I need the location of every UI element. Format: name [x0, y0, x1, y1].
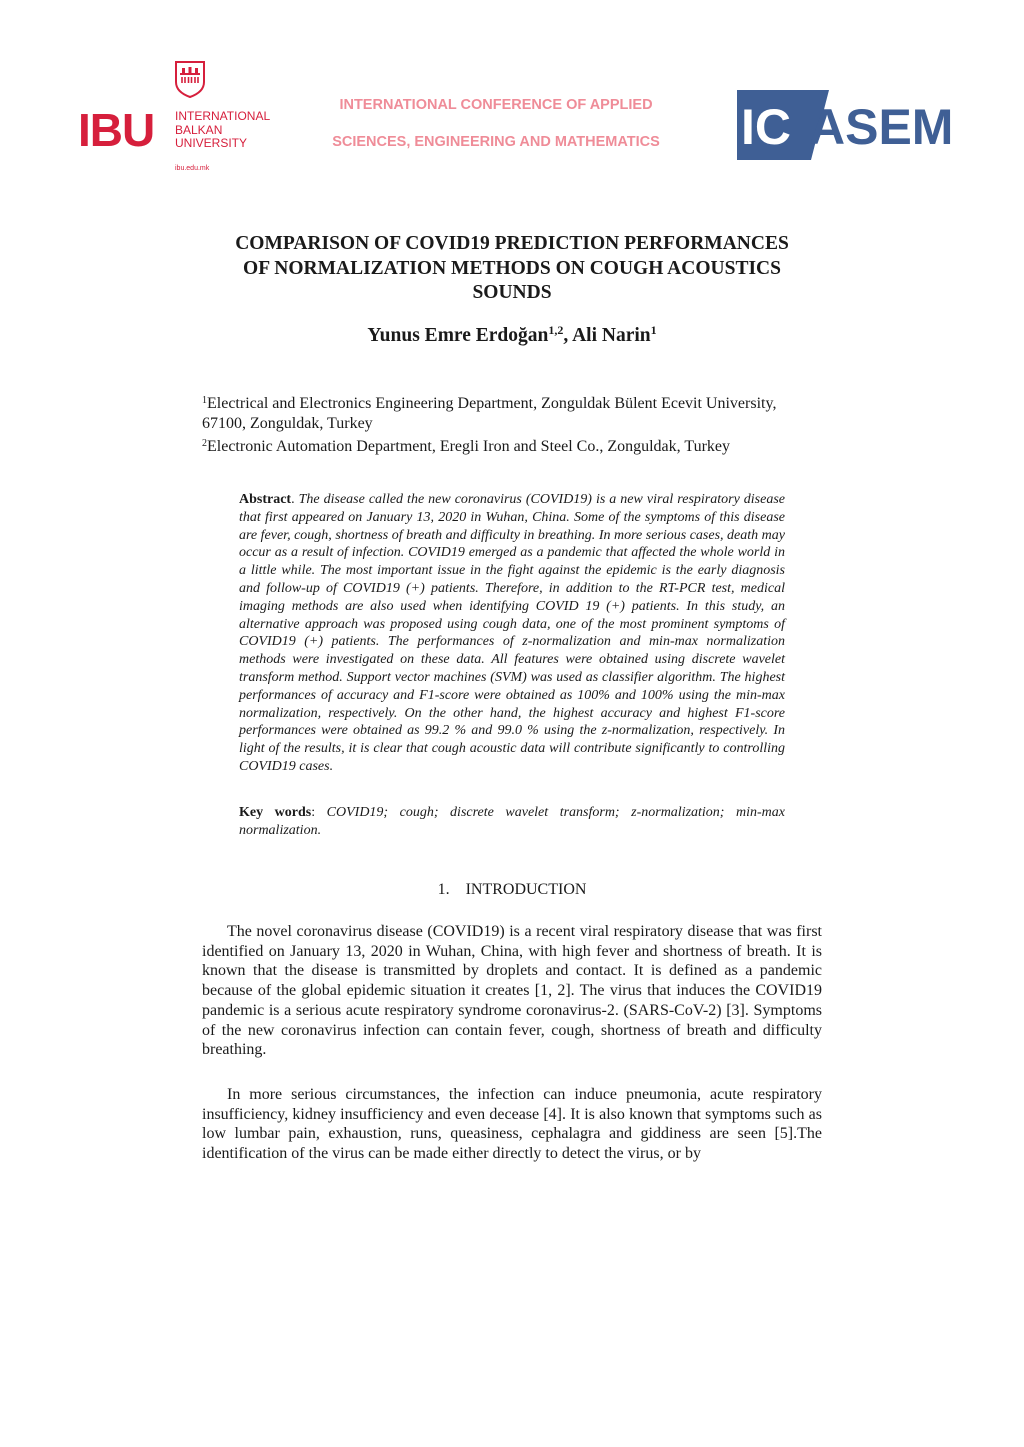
keywords-text: COVID19; cough; discrete wavelet transform; z-normalization; min-max normalization.: [239, 805, 786, 838]
title-line: SOUNDS: [472, 282, 552, 303]
affiliation-sup: 1: [202, 395, 207, 406]
ibu-logo: IBU: [78, 104, 155, 156]
affiliation-continued: 67100, Zonguldak, Turkey: [202, 415, 373, 432]
paragraph: [202, 922, 822, 1060]
affiliation: [202, 391, 832, 414]
author-affiliation-sup: 1: [650, 323, 657, 337]
svg-text:IC: IC: [741, 99, 791, 155]
paragraph-text: The novel coronavirus disease (COVID19) is a recent viral respiratory disease that was first identified on January 13, 2020 in Wuhan, China, with high fever and shortness of breath. It is known that the disease is transmitted by droplets and contact. It is defined as a pandemic because of the global epidemic situation it creates [1, 2]. The virus that induces the COVID19 pandemic is a serious acute respiratory syndrome coronavirus-2. (SARS-CoV-2) [3]. Symptoms of the new coronavirus infection can contain fever, cough, shortness of breath and difficulty breathing.: [202, 923, 822, 1059]
conference-title-line-2: SCIENCES, ENGINEERING AND MATHEMATICS: [332, 134, 660, 150]
paragraph-text: In more serious circumstances, the infection can induce pneumonia, acute respiratory insufficiency, kidney insufficiency and even decease [4]. It is also known that symptoms such as low lumbar pain, exhaustion, runs, queasiness, cephalagra and giddiness are seen [5].The identification of the virus can be made either directly to detect the virus, or by: [202, 1086, 822, 1163]
affiliation-text: Electronic Automation Department, Eregli Iron and Steel Co., Zonguldak, Turkey: [207, 438, 731, 455]
affiliations: [202, 391, 832, 457]
affiliation-text: Electrical and Electronics Engineering Department, Zonguldak Bülent Ecevit University,: [207, 395, 777, 412]
conference-title-line-1: INTERNATIONAL CONFERENCE OF APPLIED: [339, 97, 653, 113]
affiliation-sup: 2: [202, 438, 207, 449]
icasem-logo: [737, 90, 957, 160]
ibu-name-line: INTERNATIONAL: [175, 109, 271, 123]
ibu-university-name: [175, 110, 285, 151]
paragraph: [202, 1085, 822, 1164]
title-line: OF NORMALIZATION METHODS ON COUGH ACOUSTICS: [243, 257, 781, 279]
section-heading: 1. INTRODUCTION: [437, 881, 587, 898]
title-line: COMPARISON OF COVID19 PREDICTION PERFORMANCES: [235, 233, 789, 254]
abstract: Abstract. The disease called the new coronavirus (COVID19) is a new viral respiratory disease that first appeared on January 13, 2020 in Wuhan, China. Some of the symptoms of this disease are fever, cough, shortness of breath and difficulty in breathing. In more serious cases, death may occur as a result of infection. COVID19 emerged as a pandemic that affected the whole world in a little while. The most important issue in the fight against the epidemic is the early diagnosis and follow-up of COVID19 (+) patients. Therefore, in addition to the RT-PCR test, medical imaging methods are also used when identifying COVID 19 (+) patients. In this study, an alternative approach was proposed using cough data, one of the most prominent symptoms of COVID19 (+) patients. The performances of z-normalization and min-max normalization methods were investigated on these data. All features were obtained using discrete wavelet transform method. Support vector machines (SVM) was used as classifier algorithm. The highest performances of accuracy and F1-score were obtained as 100% and 100% using the min-max normalization, respectively. On the other hand, the highest accuracy and highest F1-score performances were obtained as 99.2 % and 99.0 % using the z-normalization, respectively. In light of the results, it is clear that cough acoustic data will contribute significantly to controlling COVID19 cases.: [239, 492, 786, 774]
affiliation: [202, 434, 832, 457]
keywords-label: Key words: [239, 805, 312, 820]
abstract-text: The disease called the new coronavirus (COVID19) is a new viral respiratory disease that first appeared on January 13, 2020 in Wuhan, China. Some of the symptoms of this disease are fever, cough, shortness of breath and difficulty in breathing. In more serious cases, death may occur as a result of infection. COVID19 emerged as a pandemic that affected the whole world in a little while. The most important issue in the fight against the epidemic is the early diagnosis and follow-up of COVID19 (+) patients. Therefore, in addition to the RT-PCR test, medical imaging methods are also used when identifying COVID 19 (+) patients. In this study, an alternative approach was proposed using cough data, one of the most prominent symptoms of COVID19 (+) patients. The performances of z-normalization and min-max normalization methods were investigated on these data. All features were obtained using discrete wavelet transform method. Support vector machines (SVM) was used as classifier algorithm. The highest performances of accuracy and F1-score were obtained as 100% and 100% using the min-max normalization, respectively. On the other hand, the highest accuracy and highest F1-score performances were obtained as 99.2 % and 99.0 % using the z-normalization, respectively. In light of the results, it is clear that cough acoustic data will contribute significantly to controlling COVID19 cases.: [239, 492, 786, 774]
keywords: Key words: COVID19; cough; discrete wavelet transform; z-normalization; min-max normalization.: [239, 805, 786, 838]
ibu-name-line: BALKAN: [175, 122, 223, 137]
ibu-crest-icon: [174, 60, 206, 98]
author-name: Ali Narin: [572, 325, 651, 346]
paper-title: [150, 232, 874, 306]
ibu-url: ibu.edu.mk: [175, 165, 210, 172]
author-name: Yunus Emre Erdoğan: [367, 325, 549, 346]
author-affiliation-sup: 1,2: [548, 323, 564, 337]
ibu-name-line: UNIVERSITY: [175, 136, 248, 150]
abstract-label: Abstract: [239, 492, 292, 507]
authors: Yunus Emre Erdoğan$^{1,2}$, Ali Narin$^1$: [367, 323, 657, 346]
svg-text:ASEM: ASEM: [809, 99, 954, 155]
